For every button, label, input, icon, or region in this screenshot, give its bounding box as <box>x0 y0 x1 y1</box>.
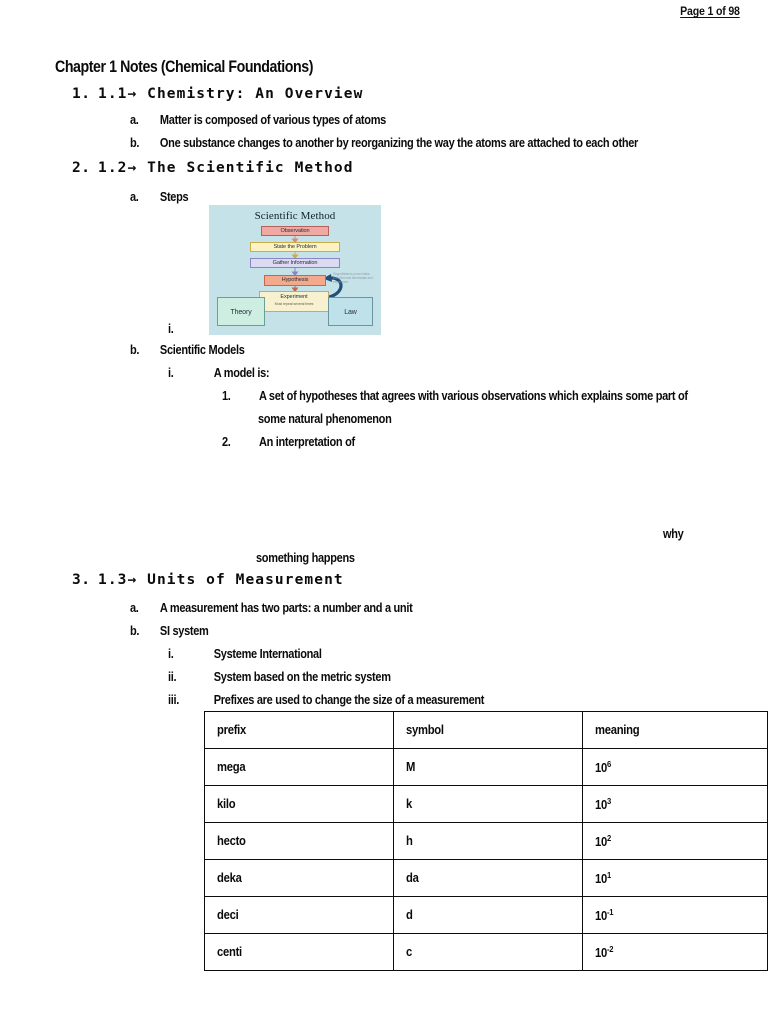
page-number-header: Page 1 of 98 <box>680 6 740 18</box>
cell-prefix: centi <box>205 934 394 971</box>
diagram-box-state-the-problem: State the Problem <box>250 242 340 252</box>
item-text: Systeme International <box>213 647 322 661</box>
cell-meaning: $10^1$ <box>583 860 768 897</box>
diagram-box-experiment-sublabel: Must repeat several times <box>274 302 314 306</box>
cell-symbol: c <box>394 934 583 971</box>
cell-symbol: k <box>394 786 583 823</box>
page-title: Chapter 1 Notes (Chemical Foundations) <box>55 58 314 76</box>
outline-item-2-b-i-1-continuation: some natural phenomenon <box>258 412 392 426</box>
cell-symbol: h <box>394 823 583 860</box>
list-marker: 3. <box>72 572 91 588</box>
heading-text: 1.2→ The Scientific Method <box>98 160 354 176</box>
table-row <box>205 860 768 897</box>
cell-meaning: $10^{-1}$ <box>583 897 768 934</box>
diagram-annotation-note: If hypothesis is proven false, scientist must reformulate and experiment. <box>333 272 373 285</box>
outline-item-3-b <box>130 624 209 638</box>
list-marker: 1. <box>72 86 91 102</box>
diagram-box-law: Law <box>328 297 373 326</box>
list-marker: 1. <box>222 389 231 403</box>
table-row <box>205 897 768 934</box>
list-marker: 2. <box>222 435 231 449</box>
outline-heading-1-2 <box>72 160 354 176</box>
cell-prefix: hecto <box>205 823 394 860</box>
cell-prefix: deka <box>205 860 394 897</box>
outline-item-3-b-ii <box>168 670 391 684</box>
cell-prefix: deci <box>205 897 394 934</box>
item-text: Prefixes are used to change the size of a measurement <box>213 693 485 707</box>
column-header-symbol: symbol <box>394 712 583 749</box>
list-marker: a. <box>130 113 139 127</box>
item-text: Matter is composed of various types of atoms <box>159 113 386 127</box>
diagram-box-observation: Observation <box>261 226 329 236</box>
outline-heading-1-1 <box>72 86 363 102</box>
outline-item-3-a <box>130 601 412 615</box>
floating-text-something-happens: something happens <box>256 551 355 565</box>
diagram-box-theory: Theory <box>217 297 265 326</box>
outline-item-3-b-iii <box>168 693 484 707</box>
diagram-box-hypothesis: Hypothesis <box>264 275 326 286</box>
list-marker: i. <box>168 366 174 380</box>
outline-item-2-a-i <box>168 322 174 336</box>
column-header-prefix: prefix <box>205 712 394 749</box>
item-text: One substance changes to another by reorganizing the way the atoms are attached to each other <box>159 136 639 150</box>
outline-item-2-a <box>130 190 188 204</box>
heading-text: 1.1→ Chemistry: An Overview <box>98 86 364 102</box>
cell-meaning: $10^2$ <box>583 823 768 860</box>
outline-item-2-b <box>130 343 245 357</box>
list-marker: 2. <box>72 160 91 176</box>
floating-text-why: why <box>663 527 684 541</box>
outline-item-2-b-i <box>168 366 269 380</box>
diagram-box-experiment <box>259 291 329 312</box>
outline-heading-1-3 <box>72 572 344 588</box>
item-text: Steps <box>159 190 189 204</box>
cell-meaning: $10^{-2}$ <box>583 934 768 971</box>
table-row <box>205 934 768 971</box>
outline-item-2-b-i-1 <box>222 389 688 403</box>
cell-meaning: $10^6$ <box>583 749 768 786</box>
item-text: A model is: <box>213 366 270 380</box>
list-marker: a. <box>130 190 139 204</box>
cell-prefix: kilo <box>205 786 394 823</box>
cell-symbol: d <box>394 897 583 934</box>
item-text: SI system <box>159 624 209 638</box>
diagram-box-gather-information: Gather Information <box>250 258 340 268</box>
table-row <box>205 823 768 860</box>
cell-meaning: $10^3$ <box>583 786 768 823</box>
table-row <box>205 786 768 823</box>
outline-item-3-b-i <box>168 647 322 661</box>
table-row <box>205 749 768 786</box>
item-text: Scientific Models <box>159 343 245 357</box>
diagram-box-experiment-label: Experiment <box>280 294 308 300</box>
list-marker: i. <box>168 647 174 661</box>
cell-symbol: da <box>394 860 583 897</box>
outline-item-2-b-i-2 <box>222 435 355 449</box>
cell-prefix: mega <box>205 749 394 786</box>
outline-item-1-b <box>130 136 638 150</box>
list-marker: b. <box>130 136 140 150</box>
item-text: A measurement has two parts: a number and a unit <box>159 601 413 615</box>
heading-text: 1.3→ Units of Measurement <box>98 572 344 588</box>
list-marker: b. <box>130 624 140 638</box>
diagram-title: Scientific Method <box>254 210 336 222</box>
item-text: System based on the metric system <box>213 670 391 684</box>
list-marker: ii. <box>168 670 177 684</box>
scientific-method-diagram <box>209 205 381 335</box>
item-text: An interpretation of <box>258 435 355 449</box>
list-marker: b. <box>130 343 140 357</box>
list-marker: i. <box>168 322 174 336</box>
outline-item-1-a <box>130 113 386 127</box>
list-marker: iii. <box>168 693 179 707</box>
item-text: A set of hypotheses that agrees with various observations which explains some part of <box>258 389 688 403</box>
table-header-row <box>205 712 768 749</box>
metric-prefix-table <box>204 711 768 971</box>
list-marker: a. <box>130 601 139 615</box>
cell-symbol: M <box>394 749 583 786</box>
column-header-meaning: meaning <box>583 712 768 749</box>
